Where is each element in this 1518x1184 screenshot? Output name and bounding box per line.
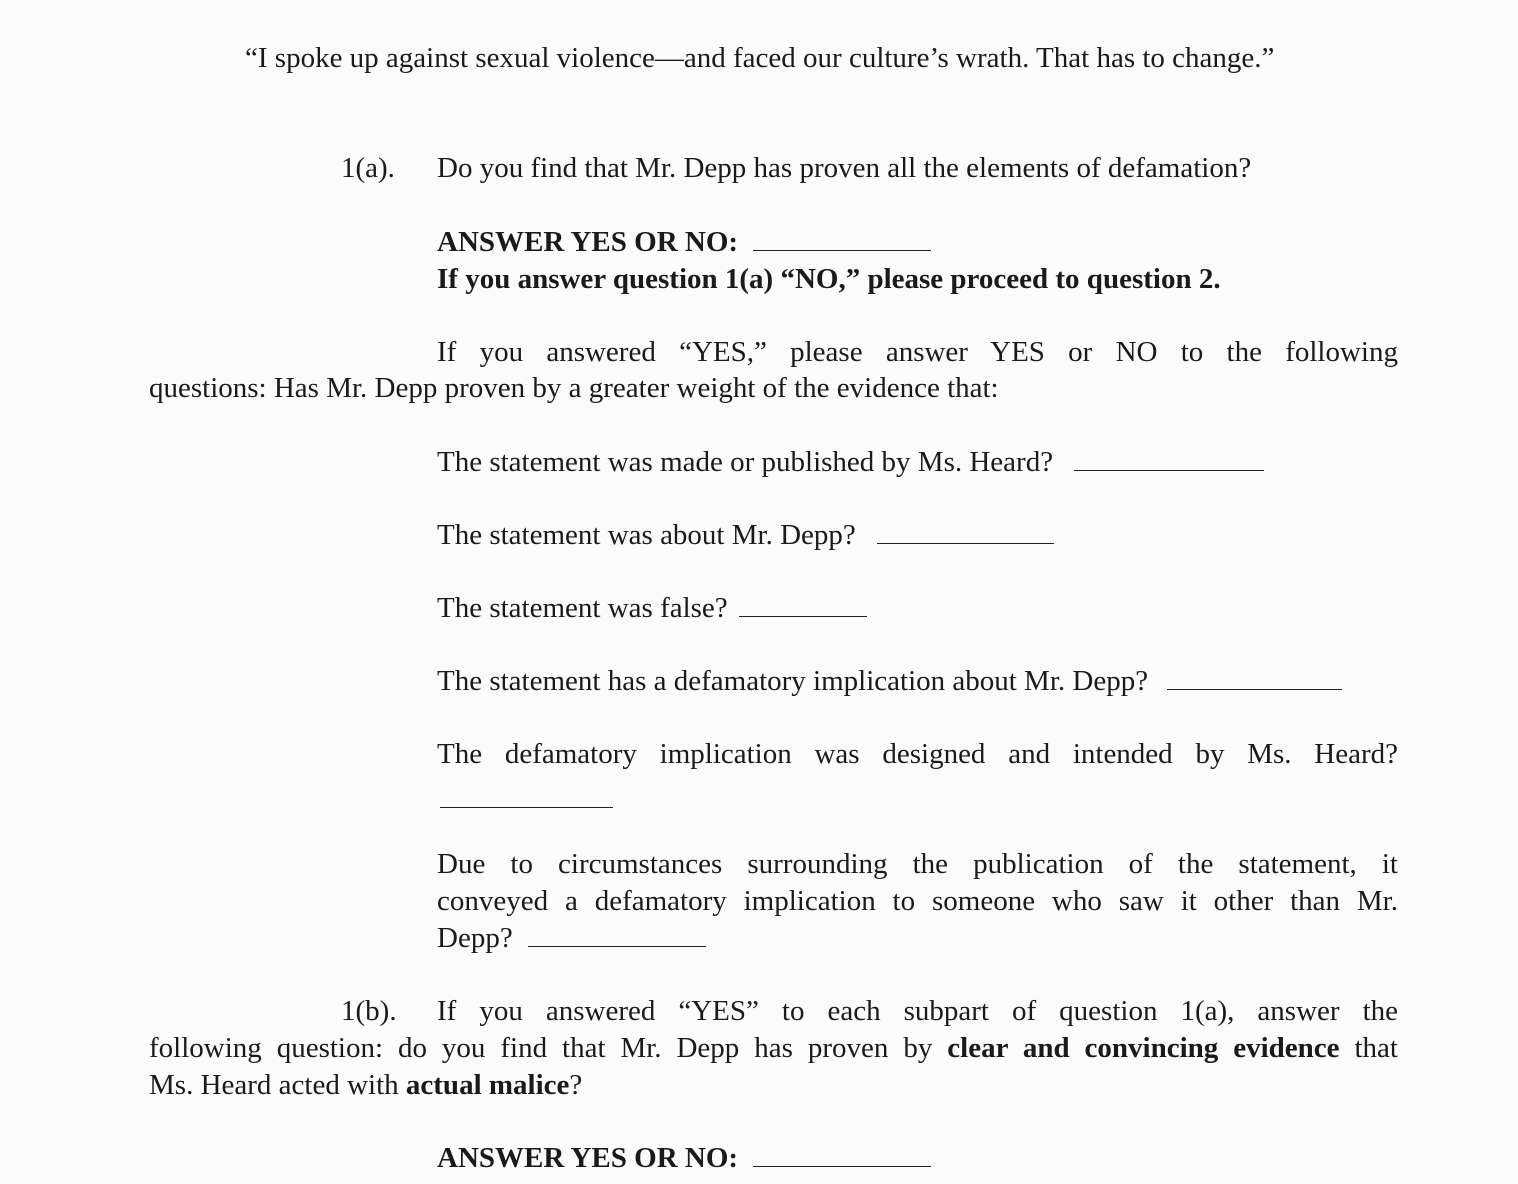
subpart-label: Depp? <box>437 922 513 954</box>
subpart-label: The statement has a defamatory implication about Mr. Depp? <box>437 665 1149 697</box>
subpart-circumstances-line-3 <box>437 920 706 957</box>
emphasis-actual-malice: actual malice <box>405 1069 570 1101</box>
answer-blank-1b[interactable] <box>753 1165 931 1167</box>
subpart-circumstances-line-2: conveyed a defamatory implication to someone who saw it other than Mr. <box>437 885 1398 917</box>
followup-line-1: If you answered “YES,” please answer YES or NO to the following <box>437 336 1398 368</box>
subpart-false <box>437 590 867 627</box>
instruction-text: If you answer question 1(a) “NO,” please proceed to question 2. <box>437 263 1221 295</box>
question-1b-number: 1(b). <box>341 995 397 1027</box>
followup-line-2: questions: Has Mr. Depp proven by a greater weight of the evidence that: <box>149 372 999 404</box>
answer-blank-designed-intended[interactable] <box>440 806 613 808</box>
answer-blank-made-published[interactable] <box>1074 469 1264 471</box>
question-1b-line-1: If you answered “YES” to each subpart of question 1(a), answer the <box>437 995 1398 1027</box>
question-1b-line-3-text: Ms. Heard acted with <box>149 1069 406 1101</box>
answer-blank-implication[interactable] <box>1167 688 1342 690</box>
subpart-label: The statement was false? <box>437 592 728 624</box>
answer-blank-about-depp[interactable] <box>877 542 1054 544</box>
subpart-designed-intended: The defamatory implication was designed and intended by Ms. Heard? <box>437 738 1398 770</box>
answer-label: ANSWER YES OR NO: <box>437 226 739 258</box>
answer-blank-false[interactable] <box>739 615 867 617</box>
answer-row-1b <box>437 1140 931 1177</box>
subpart-implication <box>437 663 1342 700</box>
question-1a-number: 1(a). <box>341 152 395 184</box>
answer-row-1a <box>437 224 931 261</box>
quote-text: “I spoke up against sexual violence—and faced our culture’s wrath. That has to change.” <box>245 42 1275 74</box>
answer-blank-circumstances[interactable] <box>528 945 706 947</box>
question-1b-line-3-end: ? <box>569 1069 583 1101</box>
question-1a-text: Do you find that Mr. Depp has proven all the elements of defamation? <box>437 152 1252 184</box>
emphasis-clear-convincing: clear and convincing evidence <box>947 1032 1340 1064</box>
subpart-made-published <box>437 444 1264 481</box>
subpart-about-depp <box>437 517 1054 554</box>
subpart-label: The statement was made or published by Ms. Heard? <box>437 446 1054 478</box>
question-1b-line-2 <box>149 1030 1398 1067</box>
answer-label: ANSWER YES OR NO: <box>437 1142 739 1174</box>
answer-blank-1a[interactable] <box>753 249 931 251</box>
subpart-circumstances-line-1: Due to circumstances surrounding the publication of the statement, it <box>437 848 1398 880</box>
subpart-label: The statement was about Mr. Depp? <box>437 519 856 551</box>
question-1b-line-2-text: following question: do you find that Mr. Depp has proven by <box>149 1032 948 1064</box>
question-1b-line-2-end: that <box>1339 1032 1398 1064</box>
question-1b-line-3 <box>149 1067 582 1104</box>
